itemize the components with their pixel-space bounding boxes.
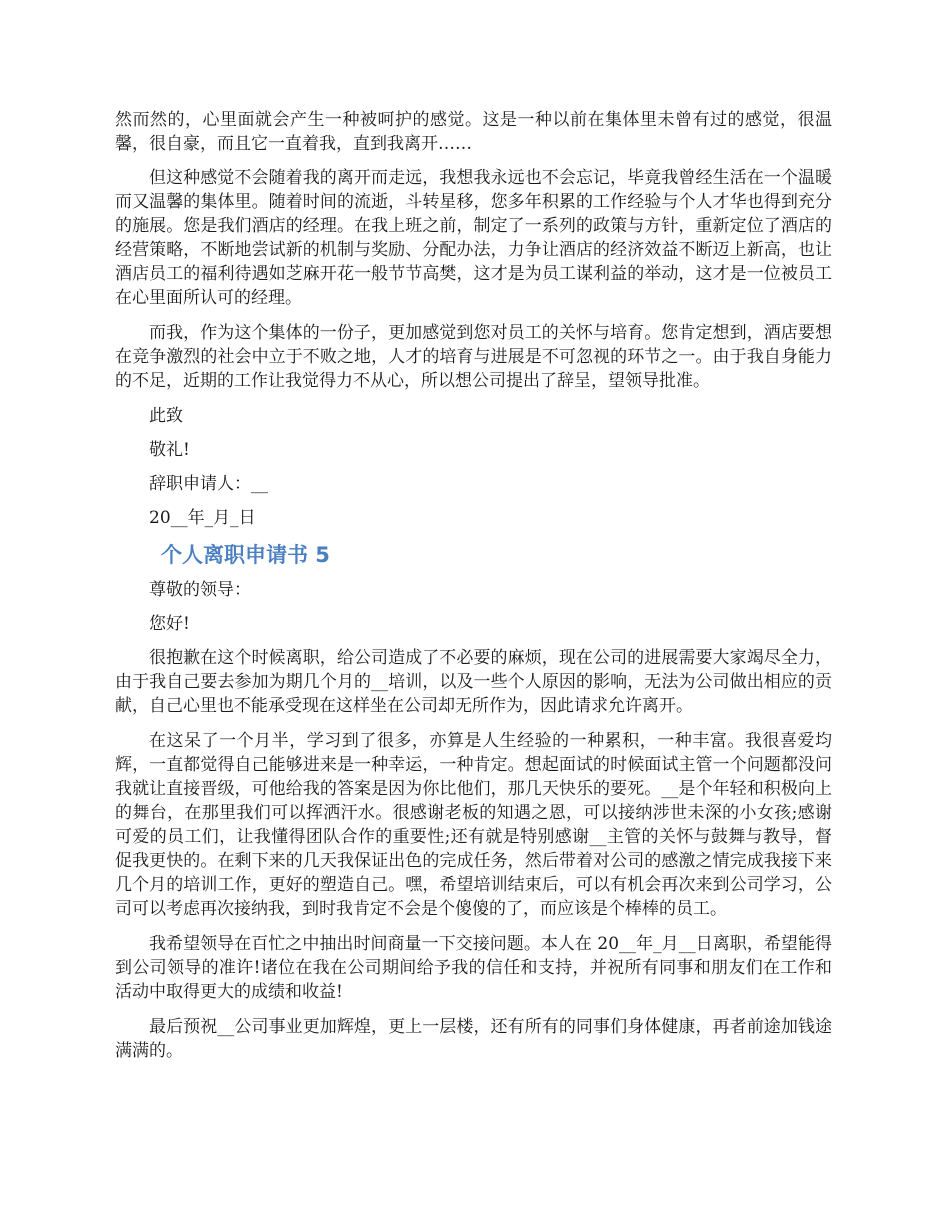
- paragraph-wishes: 最后预祝__公司事业更加辉煌，更上一层楼，还有所有的同事们身体健康，再者前途加钱途满满的。: [115, 1017, 832, 1061]
- paragraph-resignation-reason: 而我，作为这个集体的一份子，更加感觉到您对员工的关怀与培育。您肯定想到，酒店要想在竞争激烈的社会中立于不败之地，人才的培育与进展是不可忽视的环节之一。由于我自身能力的不足，近期的工作让我觉得力不从心，所以想公司提出了辞呈，望领导批准。: [115, 323, 832, 391]
- paragraph-apology: 很抱歉在这个时候离职，给公司造成了不必要的麻烦，现在公司的进展需要大家竭尽全力，由于我自己要去参加为期几个月的__培训，以及一些个人原因的影响，无法为公司做出相应的贡献，自己心里也不能承受现在这样坐在公司却无所作为，因此请求允许离开。: [115, 648, 832, 716]
- closing-salutation: 此致: [149, 406, 183, 426]
- closing-regards: 敬礼!: [149, 440, 190, 460]
- paragraph-experience: 在这呆了一个月半，学习到了很多，亦算是人生经验的一种累积，一种丰富。我很喜爱均辉，一直都觉得自己能够进来是一种幸运，一种肯定。想起面试的时候面试主管一个问题都没问我就让直接晋级，可他给我的答案是因为你比他们，那几天快乐的要死。__是个年轻和积极向上的舞台，在那里我们可以挥洒汗水。很感谢老板的知遇之恩，可以接纳涉世未深的小女孩;感谢可爱的员工们，让我懂得团队合作的重要性;还有就是特别感谢__主管的关怀与鼓舞与教导，督促我更快的。在剩下来的几天我保证出色的完成任务，然后带着对公司的感激之情完成我接下来几个月的培训工作，更好的塑造自己。嘿，希望培训结束后，可以有机会再次来到公司学习，公司可以考虑再次接纳我，到时我肯定不会是个傻傻的了，而应该是个棒棒的员工。: [115, 731, 832, 919]
- paragraph-hotel-manager: 但这种感觉不会随着我的离开而走远，我想我永远也不会忘记，毕竟我曾经生活在一个温暖而又温馨的集体里。随着时间的流逝，斗转星移，您多年积累的工作经验与个人才华也得到充分的施展。您是我们酒店的经理。在我上班之前，制定了一系列的政策与方针，重新定位了酒店的经营策略，不断地尝试新的机制与奖励、分配办法，力争让酒店的经济效益不断迈上新高，也让酒店员工的福利待遇如芝麻开花一般节节高樊，这才是为员工谋利益的举动，这才是一位被员工在心里面所认可的经理。: [115, 168, 832, 308]
- paragraph-continuation: 然而然的，心里面就会产生一种被呵护的感觉。这是一种以前在集体里未曾有过的感觉，很温馨，很自豪，而且它一直着我，直到我离开……: [115, 110, 832, 154]
- section-heading: 个人离职申请书 5: [161, 543, 330, 567]
- greeting-line: 尊敬的领导：: [149, 580, 251, 600]
- hello-line: 您好!: [149, 614, 190, 634]
- date-line: 20__年_月_日: [149, 508, 256, 528]
- signature-line: 辞职申请人：__: [149, 474, 268, 494]
- paragraph-handover: 我希望领导在百忙之中抽出时间商量一下交接问题。本人在 20__年_月__日离职，希望能得到公司领导的准许!诸位在我在公司期间给予我的信任和支持，并祝所有同事和朋友们在工作和活动中取得更大的成绩和收益!: [115, 934, 832, 1002]
